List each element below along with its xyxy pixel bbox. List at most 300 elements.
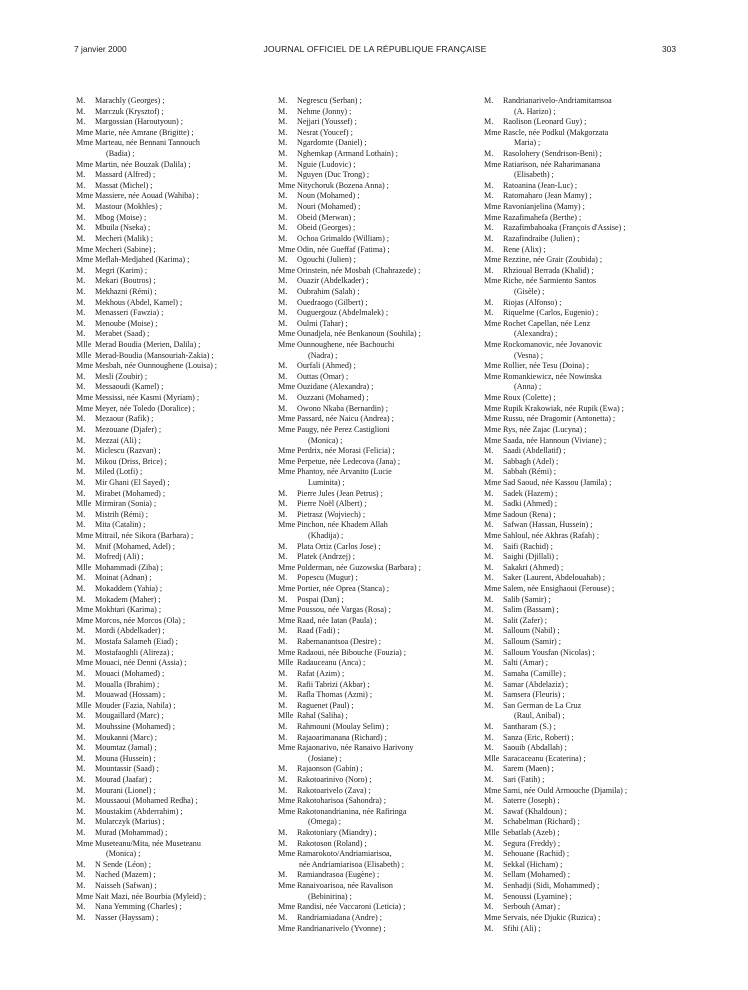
list-entry: [76, 234, 254, 245]
entry-title: M.: [278, 626, 288, 636]
entry-title: M.: [76, 233, 86, 243]
list-entry: [76, 775, 254, 786]
entry-name: Mezaour (Rafik) ;: [95, 414, 154, 424]
entry-name: Ourfali (Ahmed) ;: [297, 361, 356, 371]
entry-name: Moukanni (Marc) ;: [95, 732, 158, 742]
list-entry: [484, 775, 679, 786]
entry-name: Sakakri (Ahmed) ;: [503, 562, 564, 572]
list-entry: [76, 478, 254, 489]
entry-title: M.: [76, 96, 86, 105]
list-entry: [76, 191, 254, 202]
entry-title: Mme: [484, 159, 502, 169]
entry-title: M.: [76, 117, 86, 127]
list-entry: [278, 467, 468, 478]
entry-name: Mularczyk (Marius) ;: [95, 817, 165, 827]
list-entry: [76, 499, 254, 510]
entry-title: Mme: [278, 615, 296, 625]
entry-title: M.: [278, 371, 288, 381]
entry-name: Mokadem (Maher) ;: [95, 594, 161, 604]
entry-name: Mekhous (Abdel, Kamel) ;: [95, 297, 183, 307]
list-entry: [484, 722, 679, 733]
entry-title: Mme: [484, 584, 502, 594]
entry-title: M.: [76, 297, 86, 307]
list-entry: [484, 520, 679, 531]
list-entry: [76, 436, 254, 447]
list-entry: [484, 839, 679, 850]
entry-name: Nehme (Jonny) ;: [297, 106, 352, 116]
entry-name: Mourani (Lionel) ;: [95, 785, 156, 795]
entry-title: M.: [278, 318, 288, 328]
entry-title: M.: [76, 467, 86, 477]
list-entry: [484, 605, 679, 616]
entry-name: Nguyen (Duc Trong) ;: [297, 170, 370, 180]
entry-name: Nesrat (Youcef) ;: [297, 127, 353, 137]
entry-name: Rochet Capellan, née Lenz: [503, 318, 591, 328]
list-entry: [76, 510, 254, 521]
list-entry: [484, 478, 679, 489]
entry-title: M.: [76, 881, 86, 891]
list-entry: [278, 404, 468, 415]
entry-name: Poussou, née Vargas (Rosa) ;: [297, 605, 391, 615]
entry-name: (Alexandra) ;: [514, 329, 558, 339]
entry-title: M.: [278, 403, 288, 413]
entry-name: Massard (Alfred) ;: [95, 170, 156, 180]
list-entry: [484, 595, 679, 606]
list-entry: [278, 552, 468, 563]
entry-title: M.: [76, 180, 86, 190]
list-entry: [76, 520, 254, 531]
entry-title: M.: [76, 106, 86, 116]
list-entry: [278, 520, 468, 531]
list-entry-continuation: [484, 382, 679, 393]
entry-title: Mme: [278, 265, 296, 275]
entry-name: Nouri (Mohamed) ;: [297, 202, 361, 212]
entry-title: Mme: [278, 806, 296, 816]
list-entry: [484, 764, 679, 775]
list-entry: [484, 817, 679, 828]
entry-title: Mme: [278, 584, 296, 594]
entry-title: M.: [278, 775, 288, 784]
entry-name: Nitychoruk (Bozena Anna) ;: [297, 180, 389, 190]
entry-name: Saouib (Abdallah) ;: [503, 743, 567, 753]
list-entry: [484, 881, 679, 892]
entry-title: M.: [484, 923, 494, 933]
entry-name: Miled (Lotfi) ;: [95, 467, 143, 477]
list-entry: [484, 117, 679, 128]
entry-name: Sebatlab (Azeb) ;: [503, 828, 560, 838]
entry-name: Messissi, née Kasmi (Myriam) ;: [95, 393, 200, 403]
entry-title: M.: [484, 637, 494, 647]
entry-name: (Raul, Anibal) ;: [514, 711, 565, 721]
list-entry: [278, 584, 468, 595]
entry-title: M.: [76, 690, 86, 700]
entry-title: M.: [76, 870, 86, 880]
entry-title: Mme: [278, 329, 296, 339]
entry-title: Mlle: [278, 711, 294, 721]
entry-name: (Vesna) ;: [514, 350, 543, 360]
entry-name: Paugy, née Perez Castiglioni: [297, 424, 390, 434]
entry-name: Roux (Colette) ;: [503, 393, 556, 403]
list-entry: [278, 276, 468, 287]
list-entry: [278, 690, 468, 701]
entry-name: Sadki (Ahmed) ;: [503, 499, 557, 509]
list-entry-continuation: [278, 351, 468, 362]
entry-name: Sahloul, née Akhras (Rafah) ;: [503, 530, 599, 540]
list-entry: [76, 96, 254, 107]
list-entry: [76, 160, 254, 171]
entry-title: M.: [484, 721, 494, 731]
entry-title: M.: [76, 721, 86, 731]
entry-title: M.: [278, 223, 288, 233]
entry-title: Mlle: [484, 828, 500, 838]
entry-name: Mecheri (Sabine) ;: [95, 244, 156, 254]
entry-title: M.: [484, 191, 494, 201]
entry-title: Mme: [278, 881, 296, 891]
list-entry: [76, 701, 254, 712]
list-entry: [484, 626, 679, 637]
entry-name: Ouedraogo (Gilbert) ;: [297, 297, 368, 307]
entry-title: M.: [278, 233, 288, 243]
entry-name: Ogouchi (Julien) ;: [297, 255, 356, 265]
entry-name: Luminita) ;: [308, 477, 345, 487]
list-entry: [278, 181, 468, 192]
list-entry-continuation: [278, 892, 468, 903]
entry-name: Museteanu/Mita, née Museteanu: [95, 838, 201, 848]
list-entry: [76, 743, 254, 754]
entry-name: Moustakim (Abderrahim) ;: [95, 806, 183, 816]
list-entry: [484, 902, 679, 913]
entry-title: M.: [278, 838, 288, 848]
list-entry: [484, 372, 679, 383]
list-entry: [278, 828, 468, 839]
entry-name: (Josiane) ;: [308, 753, 342, 763]
entry-title: Mme: [278, 796, 296, 806]
entry-title: M.: [76, 573, 86, 583]
entry-name: Meflah-Medjahed (Karima) ;: [95, 255, 190, 265]
entry-title: M.: [76, 775, 86, 784]
list-entry: [484, 149, 679, 160]
entry-name: Ratoanina (Jean-Luc) ;: [503, 180, 578, 190]
entry-name: Ngardomte (Daniel) ;: [297, 138, 367, 148]
list-entry: [76, 446, 254, 457]
list-entry: [76, 329, 254, 340]
list-entry: [76, 382, 254, 393]
entry-name: Massat (Michel) ;: [95, 180, 153, 190]
entry-name: Nached (Mazem) ;: [95, 870, 156, 880]
list-entry: [278, 361, 468, 372]
entry-name: Mokhtari (Karima) ;: [95, 605, 162, 615]
list-entry: [484, 223, 679, 234]
list-entry: [484, 563, 679, 574]
entry-title: M.: [278, 732, 288, 742]
list-entry: [484, 489, 679, 500]
list-entry: [76, 595, 254, 606]
entry-name: Sarni, née Ould Armouche (Djamila) ;: [503, 785, 628, 795]
entry-name: Mostafaoghli (Alireza) ;: [95, 647, 174, 657]
entry-title: M.: [484, 244, 494, 254]
entry-title: M.: [278, 255, 288, 265]
list-entry: [484, 128, 679, 139]
list-entry-continuation: [484, 329, 679, 340]
list-entry: [484, 531, 679, 542]
list-entry: [278, 234, 468, 245]
list-entry: [278, 329, 468, 340]
entry-title: M.: [76, 732, 86, 742]
entry-name: Rakotoson (Roland) ;: [297, 838, 367, 848]
entry-title: Mme: [76, 191, 94, 201]
entry-title: M.: [484, 594, 494, 604]
entry-name: Sfihi (Ali) ;: [503, 923, 541, 933]
list-entry: [484, 202, 679, 213]
entry-title: Mme: [278, 520, 296, 530]
entry-title: Mme: [484, 424, 502, 434]
list-entry: [484, 181, 679, 192]
entry-title: Mme: [484, 393, 502, 403]
entry-name: Menoube (Moise) ;: [95, 318, 158, 328]
entry-title: Mme: [484, 509, 502, 519]
entry-name: Marteau, née Bennani Tannouch: [95, 138, 200, 148]
issue-date: 7 janvier 2000: [74, 44, 127, 54]
entry-name: (Monica) ;: [308, 435, 343, 445]
entry-name: Rys, née Zajac (Lucyna) ;: [503, 424, 587, 434]
entry-title: M.: [278, 785, 288, 795]
entry-name: Popescu (Mugur) ;: [297, 573, 358, 583]
entry-title: M.: [278, 297, 288, 307]
entry-name: Marachly (Georges) ;: [95, 96, 165, 105]
entry-name: Rafla Thomas (Azmi) ;: [297, 690, 373, 700]
list-entry: [76, 913, 254, 924]
list-entry: [484, 573, 679, 584]
entry-title: M.: [76, 637, 86, 647]
entry-title: M.: [76, 828, 86, 838]
entry-title: M.: [484, 668, 494, 678]
entry-title: M.: [278, 361, 288, 371]
list-entry: [484, 96, 679, 107]
list-entry: [484, 913, 679, 924]
list-entry: [484, 191, 679, 202]
list-entry: [76, 626, 254, 637]
list-entry: [76, 170, 254, 181]
entry-name: Ratomaharo (Jean Mamy) ;: [503, 191, 592, 201]
list-entry: [76, 573, 254, 584]
entry-name: Razafindraibe (Julien) ;: [503, 233, 580, 243]
list-entry: [484, 786, 679, 797]
list-entry: [484, 542, 679, 553]
list-entry: [76, 404, 254, 415]
entry-name: Raad, née Iatan (Paula) ;: [297, 615, 377, 625]
entry-name: Nana Yemming (Charles) ;: [95, 902, 182, 912]
entry-title: Mme: [76, 127, 94, 137]
entry-title: M.: [484, 96, 494, 105]
name-list-column-1: [76, 96, 254, 924]
list-entry: [76, 711, 254, 722]
entry-name: N Sende (Léon) ;: [95, 859, 151, 869]
list-entry-continuation: [484, 107, 679, 118]
list-entry: [278, 902, 468, 913]
list-entry: [76, 425, 254, 436]
entry-name: Ouzidane (Alexandra) ;: [297, 382, 374, 392]
list-entry: [484, 160, 679, 171]
entry-name: Perpetue, née Ledecova (Jana) ;: [297, 456, 401, 466]
list-entry-continuation: [484, 138, 679, 149]
entry-title: M.: [484, 488, 494, 498]
entry-name: (A. Harizo) ;: [514, 106, 556, 116]
entry-name: Saker (Laurent, Abdelouahab) ;: [503, 573, 606, 583]
list-entry: [484, 308, 679, 319]
entry-name: Rajaonson (Gabin) ;: [297, 764, 363, 774]
list-entry: [484, 245, 679, 256]
list-entry: [484, 680, 679, 691]
entry-name: Samar (Abdelaziz) ;: [503, 679, 569, 689]
entry-name: Randrianarivelo-Andriamitamsoa: [503, 96, 612, 105]
entry-title: M.: [278, 499, 288, 509]
entry-name: (Elisabeth) ;: [514, 170, 554, 180]
entry-title: M.: [76, 265, 86, 275]
entry-title: M.: [484, 817, 494, 827]
entry-name: Rene (Alix) ;: [503, 244, 546, 254]
entry-title: M.: [76, 626, 86, 636]
list-entry: [76, 107, 254, 118]
entry-name: Marczuk (Krysztof) ;: [95, 106, 164, 116]
entry-title: M.: [278, 308, 288, 318]
entry-title: Mme: [484, 212, 502, 222]
entry-name: Odin, née Gueffaf (Fatima) ;: [297, 244, 390, 254]
entry-title: M.: [484, 149, 494, 159]
entry-title: Mme: [278, 244, 296, 254]
entry-name: Phantoy, née Arvanito (Lucie: [297, 467, 392, 477]
list-entry: [278, 849, 468, 860]
entry-name: Raguenet (Paul) ;: [297, 700, 354, 710]
list-entry: [278, 425, 468, 436]
entry-title: M.: [76, 212, 86, 222]
entry-name: Moinat (Adnan) ;: [95, 573, 152, 583]
entry-title: M.: [76, 435, 86, 445]
entry-name: Mouaci, née Denni (Assia) ;: [95, 658, 187, 668]
entry-name: Mbog (Moise) ;: [95, 212, 147, 222]
entry-name: Pospai (Dan) ;: [297, 594, 344, 604]
list-entry: [278, 107, 468, 118]
entry-title: M.: [76, 477, 86, 487]
list-entry: [76, 202, 254, 213]
list-entry: [76, 372, 254, 383]
list-entry: [76, 796, 254, 807]
entry-name: Mecheri (Malik) ;: [95, 233, 153, 243]
entry-name: Mourad (Jaafar) ;: [95, 775, 152, 784]
list-entry: [278, 807, 468, 818]
entry-title: M.: [484, 732, 494, 742]
entry-name: Radauceanu (Anca) ;: [297, 658, 366, 668]
entry-title: M.: [278, 170, 288, 180]
list-entry: [278, 382, 468, 393]
entry-title: M.: [76, 520, 86, 530]
list-entry: [278, 711, 468, 722]
entry-name: née Andriamiarisoa (Elisabeth) ;: [299, 859, 404, 869]
entry-name: Ravonianjelina (Mamy) ;: [503, 202, 585, 212]
list-entry: [76, 637, 254, 648]
entry-title: M.: [484, 180, 494, 190]
list-entry: [278, 913, 468, 924]
entry-name: Moualla (Ibrahim) ;: [95, 679, 160, 689]
list-entry: [76, 669, 254, 680]
list-entry-continuation: [484, 711, 679, 722]
entry-name: Salloum (Nabil) ;: [503, 626, 560, 636]
list-entry: [484, 796, 679, 807]
list-entry: [76, 754, 254, 765]
entry-title: Mme: [484, 202, 502, 212]
list-entry: [484, 425, 679, 436]
entry-name: Ouazir (Abdelkader) ;: [297, 276, 369, 286]
list-entry: [76, 817, 254, 828]
entry-title: M.: [76, 488, 86, 498]
entry-name: (Nadra) ;: [308, 350, 338, 360]
list-entry-continuation: [484, 351, 679, 362]
entry-title: M.: [278, 138, 288, 148]
entry-name: (Monica) ;: [106, 849, 141, 859]
list-entry: [76, 839, 254, 850]
entry-title: Mme: [278, 902, 296, 912]
entry-name: Samaha (Camille) ;: [503, 668, 566, 678]
entry-name: Pinchon, née Khadem Allah: [297, 520, 388, 530]
entry-title: Mme: [278, 562, 296, 572]
list-entry: [76, 117, 254, 128]
entry-name: (Badia) ;: [106, 149, 135, 159]
entry-name: Noun (Mohamed) ;: [297, 191, 360, 201]
entry-title: M.: [278, 828, 288, 838]
list-entry: [278, 680, 468, 691]
entry-title: M.: [484, 520, 494, 530]
list-entry: [484, 255, 679, 266]
entry-name: Polderman, née Guzowska (Barbara) ;: [297, 562, 421, 572]
entry-name: Saracaceanu (Ecaterina) ;: [503, 753, 586, 763]
entry-name: Servais, née Djukic (Ruzica) ;: [503, 912, 601, 922]
entry-name: Nait Mazi, née Bourbia (Myleid) ;: [95, 891, 207, 901]
entry-title: M.: [278, 721, 288, 731]
entry-name: Salti (Amar) ;: [503, 658, 548, 668]
entry-name: Merabet (Saad) ;: [95, 329, 150, 339]
entry-name: Mnif (Mohamed, Adel) ;: [95, 541, 176, 551]
list-entry: [278, 881, 468, 892]
list-entry: [76, 860, 254, 871]
entry-title: M.: [278, 679, 288, 689]
entry-name: Miclescu (Razvan) ;: [95, 446, 161, 456]
entry-name: Sabbah (Rémi) ;: [503, 467, 557, 477]
entry-name: Massiere, née Aouad (Wahiba) ;: [95, 191, 199, 201]
entry-title: M.: [484, 764, 494, 774]
entry-name: Safwan (Hassan, Hussein) ;: [503, 520, 593, 530]
entry-title: M.: [484, 690, 494, 700]
entry-title: M.: [278, 637, 288, 647]
entry-title: M.: [76, 743, 86, 753]
entry-title: Mme: [484, 477, 502, 487]
entry-name: Razafimbahoaka (François d'Assise) ;: [503, 223, 626, 233]
entry-name: Rupik Krakowiak, née Rupik (Ewa) ;: [503, 403, 624, 413]
entry-title: M.: [278, 202, 288, 212]
entry-name: Randriamiadana (Andre) ;: [297, 912, 382, 922]
list-entry: [484, 733, 679, 744]
list-entry: [484, 276, 679, 287]
page-header: [74, 44, 676, 58]
entry-title: Mlle: [76, 350, 92, 360]
entry-title: M.: [484, 541, 494, 551]
entry-name: Mikou (Driss, Brice) ;: [95, 456, 167, 466]
entry-title: Mme: [76, 393, 94, 403]
entry-name: Sellam (Mohamed) ;: [503, 870, 570, 880]
list-entry: [484, 616, 679, 627]
list-entry: [484, 414, 679, 425]
entry-title: M.: [484, 679, 494, 689]
list-entry: [484, 340, 679, 351]
entry-title: M.: [484, 743, 494, 753]
